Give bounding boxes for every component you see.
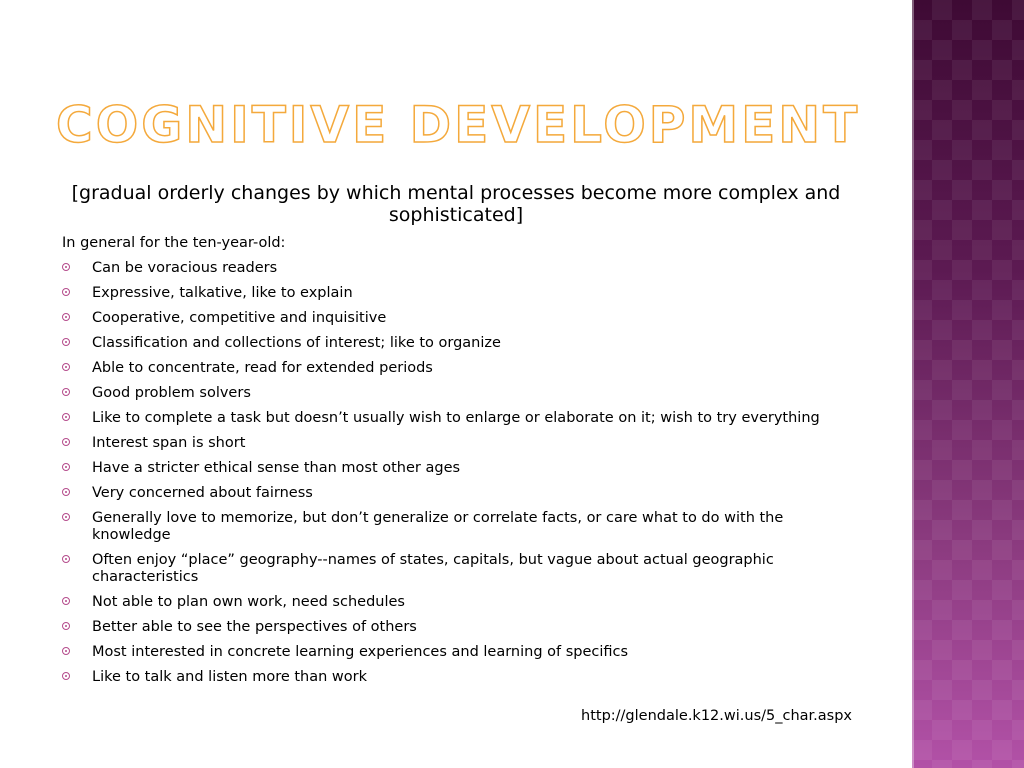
list-item (62, 619, 852, 636)
list-item (62, 310, 852, 327)
bullet-icon (62, 288, 70, 296)
bullet-icon (62, 622, 70, 630)
decorative-side-band (912, 0, 1024, 768)
side-band-edge (912, 0, 914, 768)
intro-text: In general for the ten-year-old: (62, 235, 286, 251)
list-item-text: Have a stricter ethical sense than most other ages (92, 460, 461, 476)
bullet-icon (62, 363, 70, 371)
slide-subtitle: [gradual orderly changes by which mental processes become more complex and sophisticated] (71, 182, 841, 226)
list-item-text: Not able to plan own work, need schedules (92, 594, 405, 610)
list-item (62, 360, 852, 377)
list-item-text: Good problem solvers (92, 385, 251, 401)
bullet-icon (62, 647, 70, 655)
diamond-pattern (912, 0, 1024, 768)
bullet-icon (62, 313, 70, 321)
list-item (62, 285, 852, 302)
list-item (62, 435, 852, 452)
list-item-text: Most interested in concrete learning experiences and learning of specifics (92, 644, 629, 660)
bullet-icon (62, 513, 70, 521)
list-item (62, 260, 852, 277)
list-item (62, 644, 852, 661)
bullet-icon (62, 438, 70, 446)
list-item-text: Generally love to memorize, but don’t generalize or correlate facts, or care what to do with the knowledge (92, 510, 784, 543)
bullet-list (62, 260, 852, 686)
source-url: http://glendale.k12.wi.us/5_char.aspx (581, 708, 852, 724)
list-item-text: Often enjoy “place” geography--names of states, capitals, but vague about actual geographic characteristics (92, 552, 774, 585)
bullet-icon (62, 488, 70, 496)
slide-body (62, 235, 852, 694)
list-item (62, 460, 852, 477)
list-item (62, 410, 852, 427)
list-item-text: Very concerned about fairness (92, 485, 313, 501)
list-item (62, 385, 852, 402)
list-item (62, 510, 852, 544)
list-item (62, 669, 852, 686)
list-item-text: Can be voracious readers (92, 260, 278, 276)
bullet-icon (62, 263, 70, 271)
bullet-icon (62, 338, 70, 346)
list-item-text: Cooperative, competitive and inquisitive (92, 310, 387, 326)
list-item-text: Classification and collections of interest; like to organize (92, 335, 501, 351)
bullet-icon (62, 413, 70, 421)
list-item-text: Expressive, talkative, like to explain (92, 285, 353, 301)
list-item-text: Like to complete a task but doesn’t usually wish to enlarge or elaborate on it; wish to try everything (92, 410, 820, 426)
bullet-icon (62, 555, 70, 563)
list-item (62, 594, 852, 611)
list-item (62, 335, 852, 352)
list-item (62, 552, 852, 586)
slide-title: COGNITIVE DEVELOPMENT (56, 96, 861, 154)
list-item-text: Able to concentrate, read for extended periods (92, 360, 433, 376)
list-item-text: Interest span is short (92, 435, 246, 451)
bullet-icon (62, 672, 70, 680)
list-item (62, 485, 852, 502)
bullet-icon (62, 597, 70, 605)
bullet-icon (62, 463, 70, 471)
bullet-icon (62, 388, 70, 396)
list-item-text: Like to talk and listen more than work (92, 669, 368, 685)
list-item-text: Better able to see the perspectives of others (92, 619, 417, 635)
